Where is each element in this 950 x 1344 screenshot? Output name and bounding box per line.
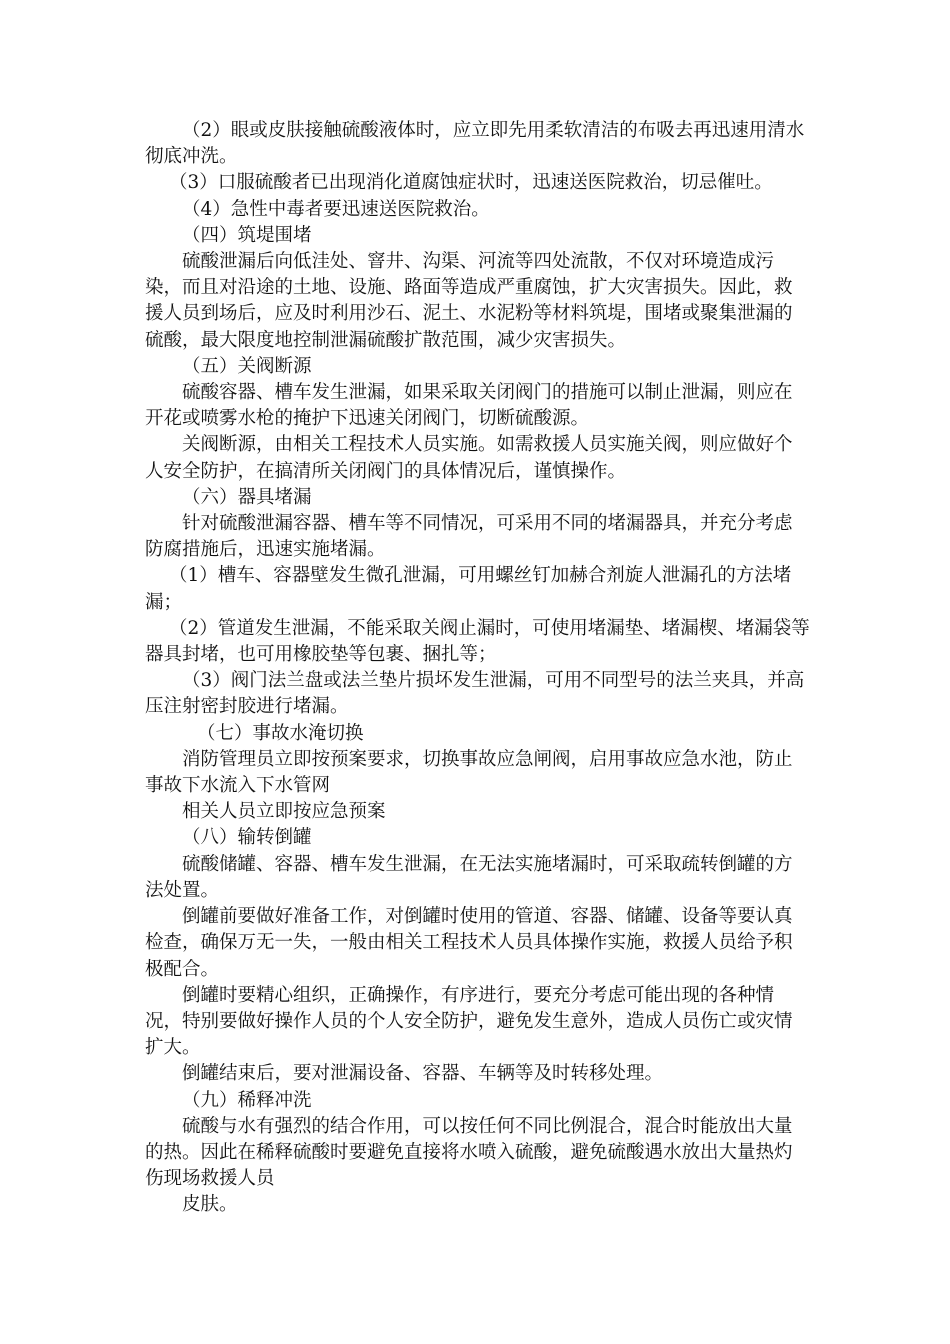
paragraph-transfer-tank-4: 倒罐结束后，要对泄漏设备、容器、车辆等及时转移处理。	[182, 1063, 664, 1085]
paragraph-dike-containment: 硫酸泄漏后向低洼处、窨井、沟渠、河流等四处流散，不仅对环境造成污染，而且对沿途的土地、设施、路面等造成严重腐蚀，扩大灾害损失。因此，救援人员到场后，应及时利用沙石、泥土、水泥粉等材料筑堤，围堵或聚集泄漏的硫酸，最大限度地控制泄漏硫酸扩散范围，减少灾害损失。	[145, 251, 793, 351]
section-heading-plugging-tools: （六）器具堵漏	[182, 486, 312, 508]
paragraph-eye-skin-contact: （2）眼或皮肤接触硫酸液体时，应立即先用柔软清洁的布吸去再迅速用清水彻底冲洗。	[145, 120, 805, 168]
section-heading-transfer-tank: （八）输转倒罐	[182, 827, 312, 849]
paragraph-acute-poisoning: （4）急性中毒者要迅速送医院救治。	[182, 198, 490, 220]
paragraph-emergency-plan: 相关人员立即按应急预案	[182, 801, 386, 823]
paragraph-emergency-water-switch: 消防管理员立即按预案要求，切换事故应急闸阀，启用事故应急水池，防止事故下水流入下水管网	[145, 748, 793, 797]
paragraph-dilution-flush: 硫酸与水有强烈的结合作用，可以按任何不同比例混合，混合时能放出大量的热。因此在稀释硫酸时要避免直接将水喷入硫酸，避免硫酸遇水放出大量热灼伤现场救援人员	[145, 1115, 793, 1190]
paragraph-transfer-tank-2: 倒罐前要做好准备工作，对倒罐时使用的管道、容器、储罐、设备等要认真检查，确保万无一失，一般由相关工程技术人员具体操作实施，救援人员给予积极配合。	[145, 906, 793, 980]
list-item-plugging-3: （3）阀门法兰盘或法兰垫片损坏发生泄漏，可用不同型号的法兰夹具，并高压注射密封胶进行堵漏。	[145, 670, 805, 718]
paragraph-close-valve-1: 硫酸容器、槽车发生泄漏，如果采取关闭阀门的措施可以制止泄漏，则应在开花或喷雾水枪的掩护下迅速关闭阀门，切断硫酸源。	[145, 382, 793, 430]
list-item-plugging-1: （1）槽车、容器壁发生微孔泄漏，可用螺丝钉加赫合剂旋人泄漏孔的方法堵漏；	[145, 565, 792, 613]
paragraph-close-valve-2: 关阀断源，由相关工程技术人员实施。如需救援人员实施关阀，则应做好个人安全防护，在搞清所关闭阀门的具体情况后，谨慎操作。	[145, 434, 793, 482]
section-heading-dilution-flush: （九）稀释冲洗	[182, 1089, 312, 1111]
paragraph-transfer-tank-1: 硫酸储罐、容器、槽车发生泄漏，在无法实施堵漏时，可采取疏转倒罐的方法处置。	[145, 853, 793, 901]
paragraph-transfer-tank-3: 倒罐时要精心组织，正确操作，有序进行，要充分考虑可能出现的各种情况，特别要做好操作人员的个人安全防护，避免发生意外，造成人员伤亡或灾情扩大。	[145, 984, 793, 1059]
list-item-plugging-2: （2）管道发生泄漏，不能采取关阀止漏时，可使用堵漏垫、堵漏楔、堵漏袋等器具封堵，也可用橡胶垫等包裹、捆扎等；	[145, 617, 810, 666]
paragraph-oral-ingestion: （3）口服硫酸者已出现消化道腐蚀症状时，迅速送医院救治，切忌催吐。	[169, 172, 773, 194]
paragraph-skin: 皮肤。	[182, 1194, 238, 1216]
section-heading-emergency-water-switch: （七）事故水淹切换	[197, 722, 364, 744]
section-heading-dike-containment: （四）筑堤围堵	[182, 224, 312, 246]
section-heading-close-valve: （五）关阀断源	[182, 355, 312, 377]
paragraph-plugging-tools: 针对硫酸泄漏容器、槽车等不同情况，可采用不同的堵漏器具，并充分考虑防腐措施后，迅速实施堵漏。	[145, 513, 793, 561]
document-body	[145, 118, 810, 1219]
